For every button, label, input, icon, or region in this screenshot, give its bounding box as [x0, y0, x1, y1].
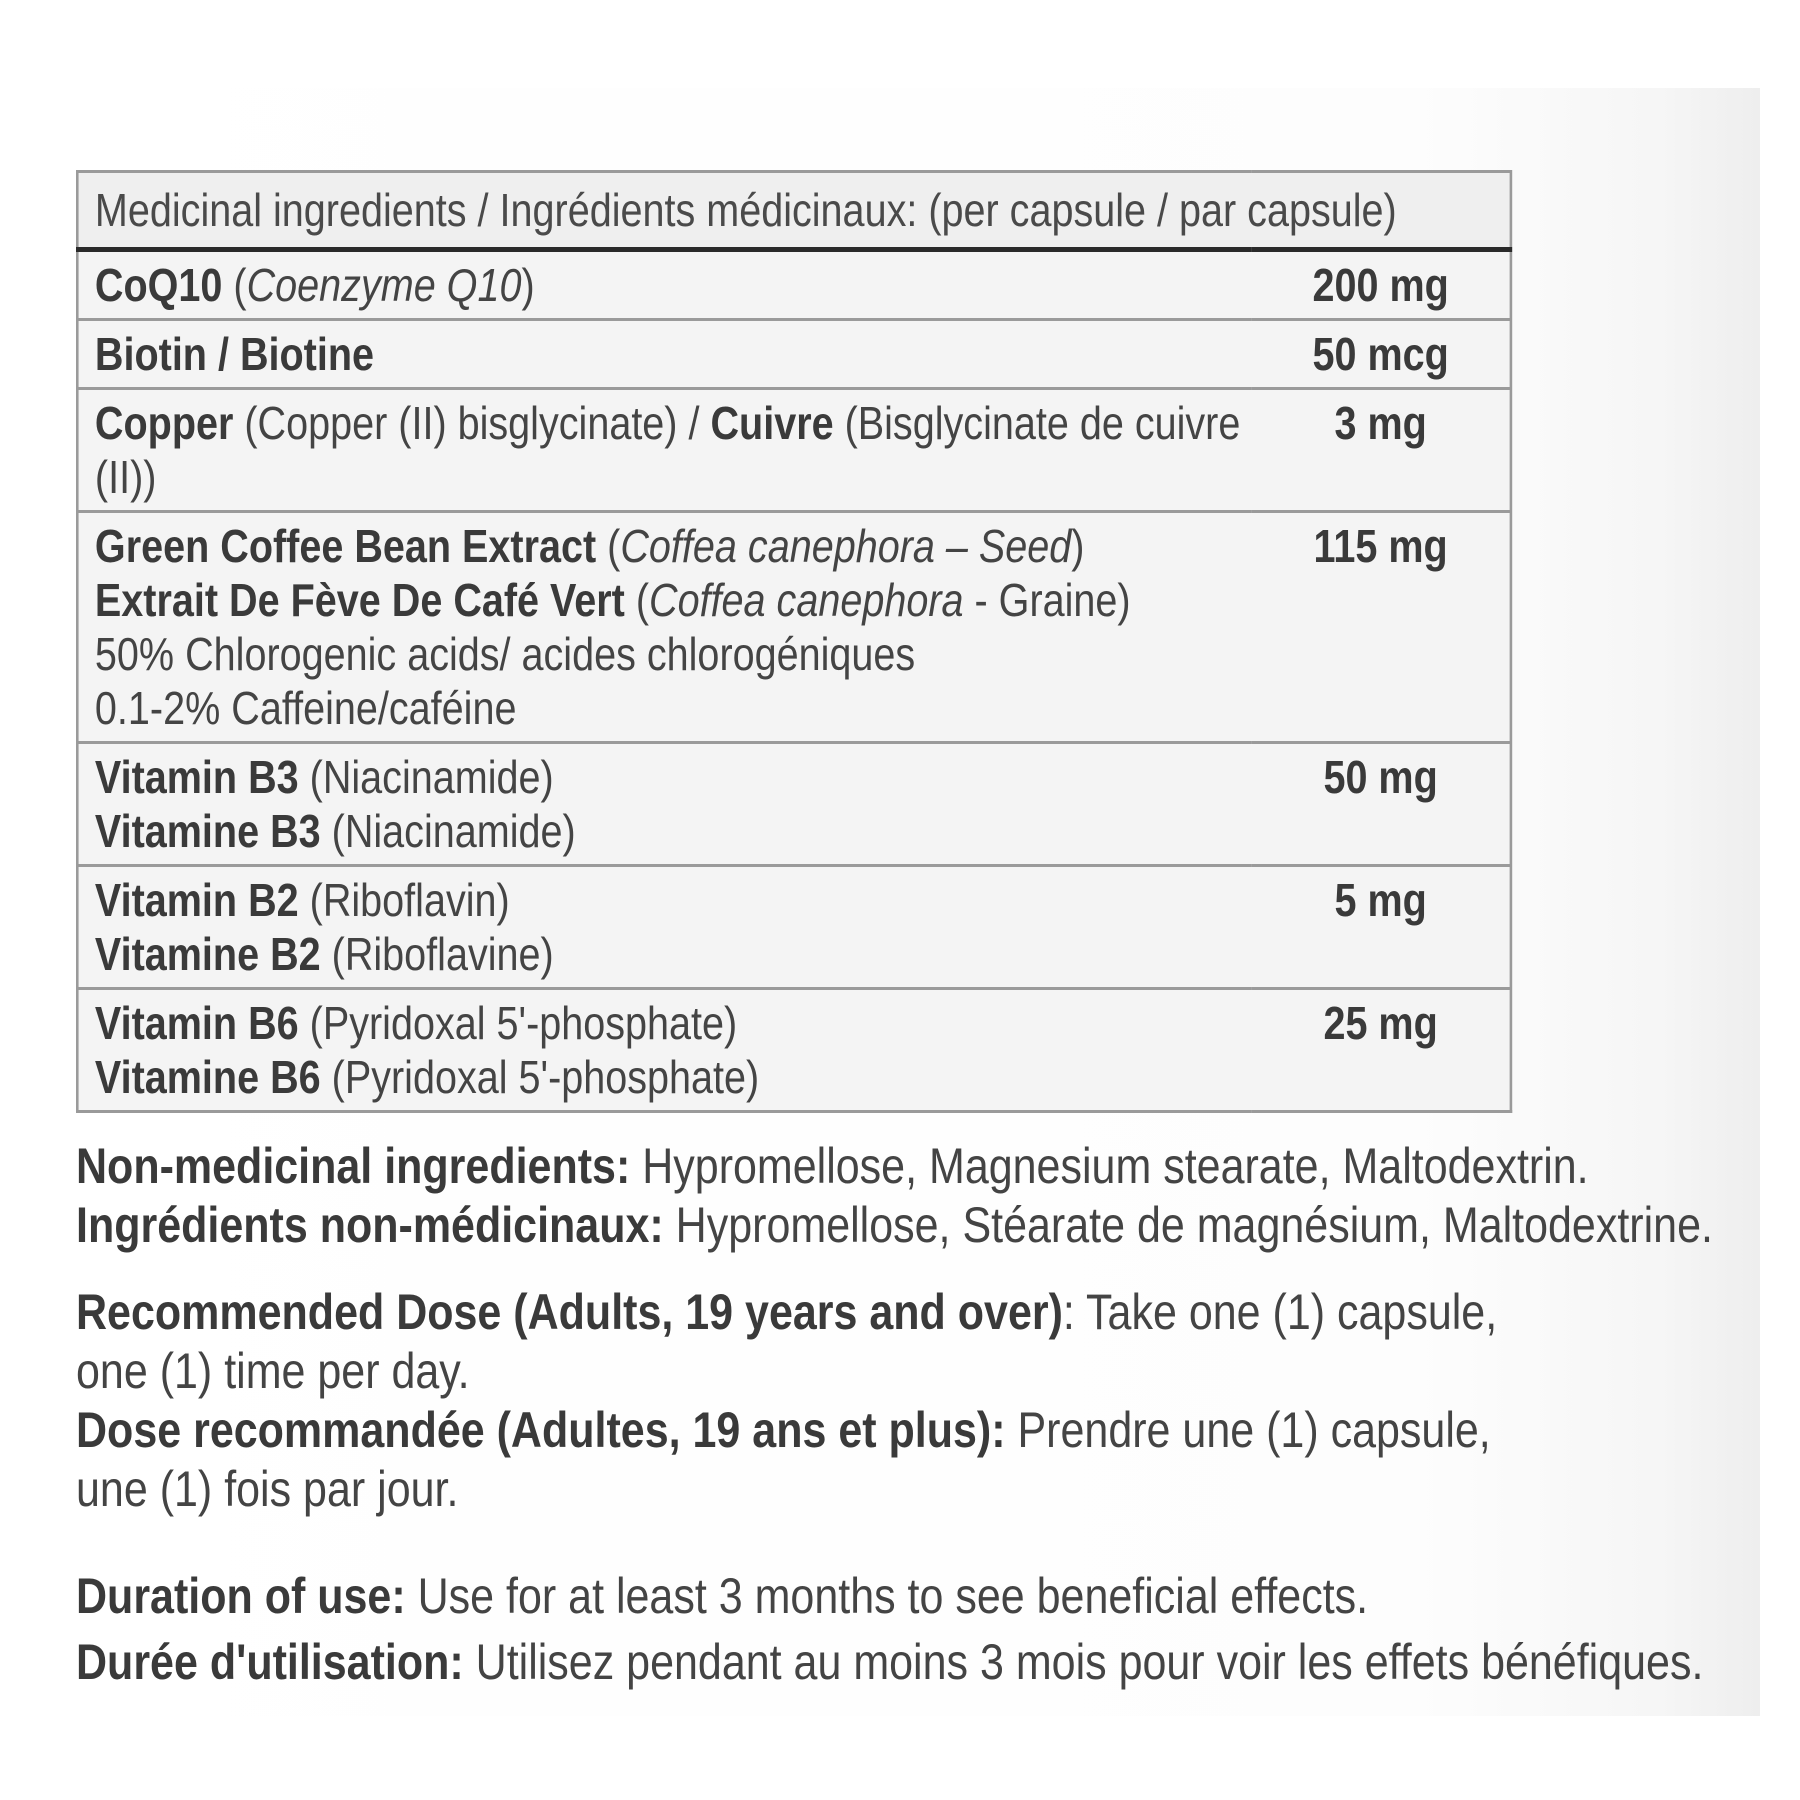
table-header: Medicinal ingredients / Ingrédients médicinaux: (per capsule / par capsule): [77, 172, 1511, 250]
paren-open: (: [624, 574, 650, 626]
ingredient-name: [77, 389, 1251, 512]
table-row: [77, 389, 1511, 512]
ingredient-latin-name: Coffea canephora: [649, 574, 964, 626]
paren-close: ): [521, 259, 535, 311]
ingredient-name-fr: Extrait De Fève De Café Vert: [94, 574, 625, 626]
ingredient-line-fr: [95, 1050, 1252, 1104]
ingredient-desc-fr: (Pyridoxal 5'-phosphate): [320, 1051, 760, 1103]
paren-close: ): [1071, 520, 1085, 572]
ingredient-amount: 25 mg: [1252, 989, 1511, 1112]
ingredient-note: 50% Chlorogenic acids/ acides chlorogéniques: [94, 628, 916, 680]
section-label: Duration of use:: [76, 1568, 406, 1624]
ingredient-desc-en: (Riboflavin): [298, 874, 510, 926]
ingredient-line-en: [95, 996, 1252, 1050]
ingredient-name-en: Green Coffee Bean Extract: [94, 520, 597, 572]
dose-line-en-2: one (1) time per day.: [76, 1343, 470, 1399]
paren-open: (: [596, 520, 621, 572]
table-header-row: [77, 172, 1511, 250]
ingredient-desc-fr: - Graine): [963, 574, 1131, 626]
ingredient-line-fr: [95, 804, 1252, 858]
ingredient-amount: 50 mcg: [1252, 320, 1511, 389]
duration-line-fr: [76, 1629, 1704, 1695]
recommended-dose: [76, 1283, 1590, 1519]
section-text: Hypromellose, Stéarate de magnésium, Maltodextrine.: [663, 1197, 1713, 1253]
section-text: : Take one (1) capsule,: [1062, 1284, 1498, 1340]
table-row: [77, 320, 1511, 389]
section-text: Use for at least 3 months to see beneficial effects.: [405, 1568, 1369, 1624]
section-text: Prendre une (1) capsule,: [1005, 1402, 1491, 1458]
non-medicinal-line-fr: [76, 1196, 1713, 1255]
ingredient-name-fr: Cuivre: [710, 397, 834, 449]
medicinal-ingredients-table: [76, 170, 1512, 1113]
section-text: Utilisez pendant au moins 3 mois pour voir les effets bénéfiques.: [463, 1634, 1704, 1690]
ingredient-name-en: Vitamin B3: [94, 751, 299, 803]
supplement-facts-label: [76, 170, 1713, 1695]
ingredient-desc-fr: (Riboflavine): [320, 928, 554, 980]
ingredient-line-fr: [95, 573, 1252, 627]
ingredient-amount: 5 mg: [1252, 866, 1511, 989]
ingredient-name-en: CoQ10: [94, 259, 223, 311]
section-label: Non-medicinal ingredients:: [76, 1138, 631, 1194]
ingredient-desc-fr: (Niacinamide): [320, 805, 576, 857]
ingredient-line-en: [95, 873, 1252, 927]
ingredient-amount: 50 mg: [1252, 743, 1511, 866]
table-row: [77, 989, 1511, 1112]
ingredient-name-en: Copper: [94, 397, 234, 449]
ingredient-desc-en: (Pyridoxal 5'-phosphate): [298, 997, 738, 1049]
ingredient-desc-en: (Niacinamide): [298, 751, 554, 803]
ingredient-amount: 115 mg: [1252, 512, 1511, 743]
ingredient-name-fr: Vitamine B6: [94, 1051, 321, 1103]
table-row: [77, 866, 1511, 989]
non-medicinal-line-en: [76, 1137, 1590, 1196]
table-row: [77, 512, 1511, 743]
ingredient-line-en: [95, 750, 1252, 804]
ingredient-name: [77, 743, 1251, 866]
dose-line-fr-2: une (1) fois par jour.: [76, 1461, 459, 1517]
section-label: Recommended Dose (Adults, 19 years and over): [76, 1284, 1063, 1340]
ingredient-line-fr: [95, 927, 1252, 981]
ingredient-name: [77, 866, 1251, 989]
ingredient-line-en: [95, 519, 1252, 573]
ingredient-name-fr: Vitamine B2: [94, 928, 321, 980]
ingredient-latin-name: Coffea canephora – Seed: [620, 520, 1072, 572]
ingredient-amount: 200 mg: [1252, 250, 1511, 320]
ingredient-name-en: Vitamin B6: [94, 997, 299, 1049]
section-label: Dose recommandée (Adultes, 19 ans et plus):: [76, 1402, 1006, 1458]
ingredient-latin-name: Coenzyme Q10: [246, 259, 522, 311]
ingredient-note: 0.1-2% Caffeine/caféine: [94, 682, 517, 734]
ingredient-desc-fr: (Bisglycinate de cuivre (II)): [94, 397, 1241, 503]
ingredient-name-fr: Vitamine B3: [94, 805, 321, 857]
ingredient-name-en: Biotin / Biotine: [94, 328, 375, 380]
duration-line-en: [76, 1563, 1590, 1629]
ingredient-amount: 3 mg: [1252, 389, 1511, 512]
section-label: Ingrédients non-médicinaux:: [76, 1197, 664, 1253]
table-row: [77, 250, 1511, 320]
section-label: Durée d'utilisation:: [76, 1634, 464, 1690]
ingredient-name: [77, 512, 1251, 743]
dose-line-en: [76, 1283, 1590, 1342]
ingredient-name: [77, 250, 1251, 320]
table-row: [77, 743, 1511, 866]
ingredient-name-en: Vitamin B2: [94, 874, 299, 926]
duration-of-use: [76, 1563, 1704, 1695]
dose-line-fr: [76, 1401, 1590, 1460]
paren-open: (: [222, 259, 247, 311]
ingredient-name: [77, 320, 1251, 389]
ingredient-name: [77, 989, 1251, 1112]
non-medicinal-ingredients: [76, 1137, 1713, 1255]
section-text: Hypromellose, Magnesium stearate, Maltodextrin.: [630, 1138, 1589, 1194]
ingredient-desc-en: (Copper (II) bisglycinate) /: [233, 397, 711, 449]
